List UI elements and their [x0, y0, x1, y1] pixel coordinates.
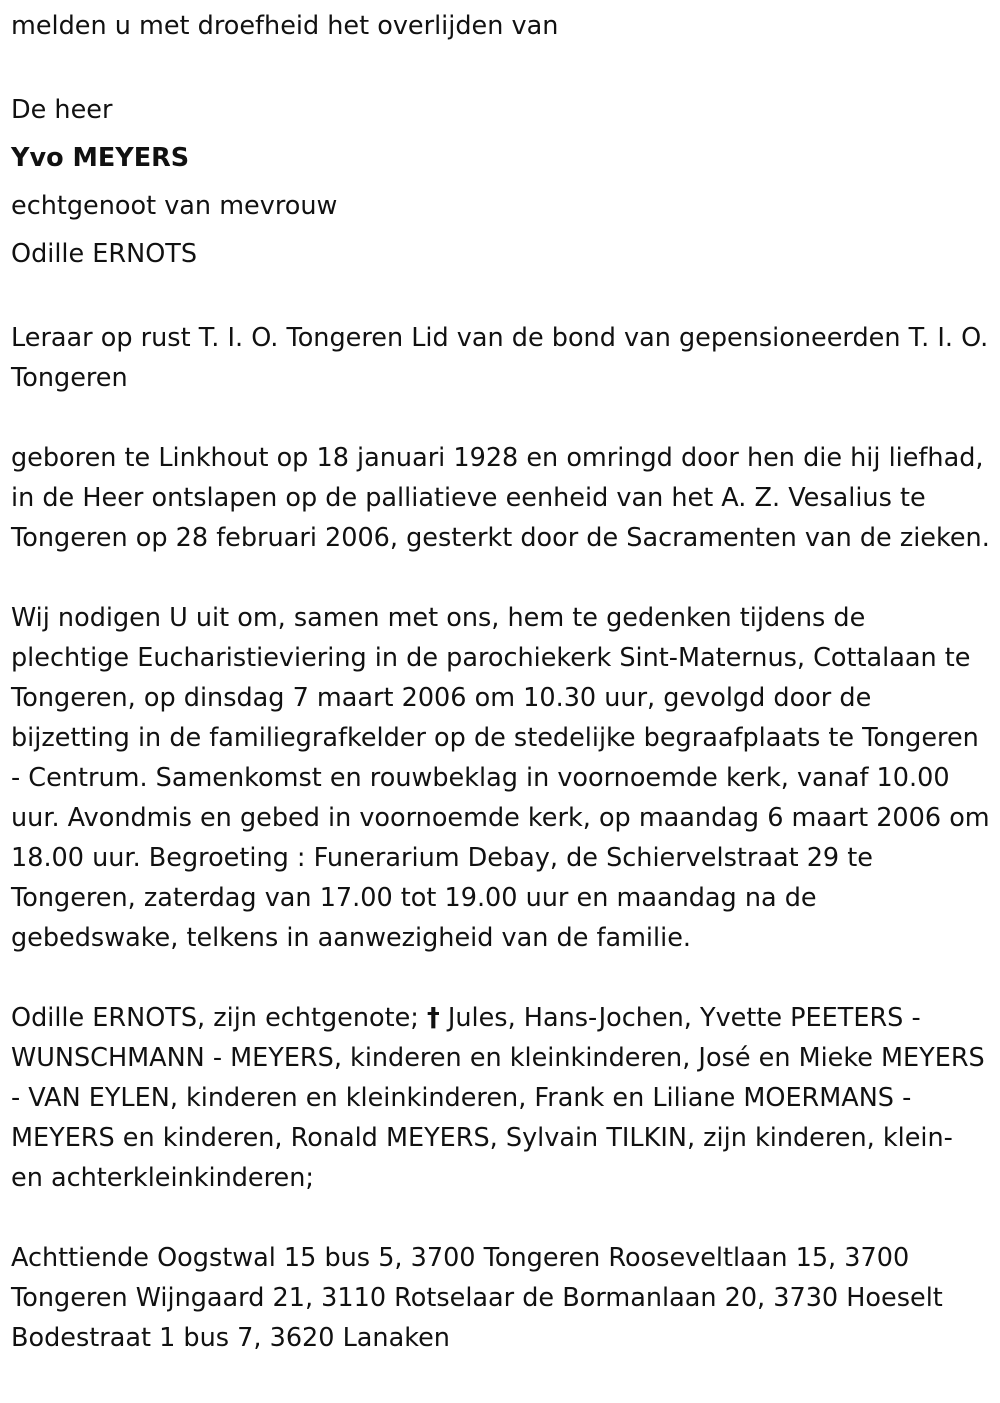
- deceased-name: Yvo MEYERS: [11, 143, 190, 173]
- family-rest: Jules, Hans-Jochen, Yvette PEETERS - WUNSCHMANN - MEYERS, kinderen en kleinkinderen, José en Mieke MEYERS - VAN EYLEN, kinderen en kleinkinderen, Frank en Liliane MOERMANS - MEYERS en kinderen, Ronald MEYERS, Sylvain TILKIN, zijn kinderen, klein- en achterkleinkinderen;: [11, 1003, 985, 1193]
- profession-text: Leraar op rust T. I. O. Tongeren Lid van de bond van gepensioneerden T. I. O. Tongeren: [11, 323, 989, 393]
- intro-text: melden u met droefheid het overlijden van: [11, 11, 559, 41]
- birth-death-text: geboren te Linkhout op 18 januari 1928 en omringd door hen die hij liefhad, in de Heer ontslapen op de palliatieve eenheid van het A. Z. Vesalius te Tongeren op 28 februari 2006, gesterkt door de Sacramenten van de zieken.: [11, 443, 990, 553]
- cross-icon: †: [426, 1003, 440, 1033]
- spouse-line: echtgenoot van mevrouw: [11, 191, 338, 221]
- spouse-name: Odille ERNOTS: [11, 239, 198, 269]
- title-prefix: De heer: [11, 95, 113, 125]
- family-text: [11, 998, 991, 1198]
- family-start: Odille ERNOTS, zijn echtgenote;: [11, 1003, 427, 1033]
- addresses-text: Achttiende Oogstwal 15 bus 5, 3700 Tongeren Rooseveltlaan 15, 3700 Tongeren Wijngaard 21, 3110 Rotselaar de Bormanlaan 20, 3730 Hoeselt Bodestraat 1 bus 7, 3620 Lanaken: [11, 1243, 943, 1353]
- ceremony-text: Wij nodigen U uit om, samen met ons, hem te gedenken tijdens de plechtige Eucharistieviering in de parochiekerk Sint-Maternus, Cottalaan te Tongeren, op dinsdag 7 maart 2006 om 10.30 uur, gevolgd door de bijzetting in de familiegrafkelder op de stedelijke begraafplaats te Tongeren - Centrum. Samenkomst en rouwbeklag in voornoemde kerk, vanaf 10.00 uur. Avondmis en gebed in voornoemde kerk, op maandag 6 maart 2006 om 18.00 uur. Begroeting : Funerarium Debay, de Schiervelstraat 29 te Tongeren, zaterdag van 17.00 tot 19.00 uur en maandag na de gebedswake, telkens in aanwezigheid van de familie.: [11, 603, 990, 953]
